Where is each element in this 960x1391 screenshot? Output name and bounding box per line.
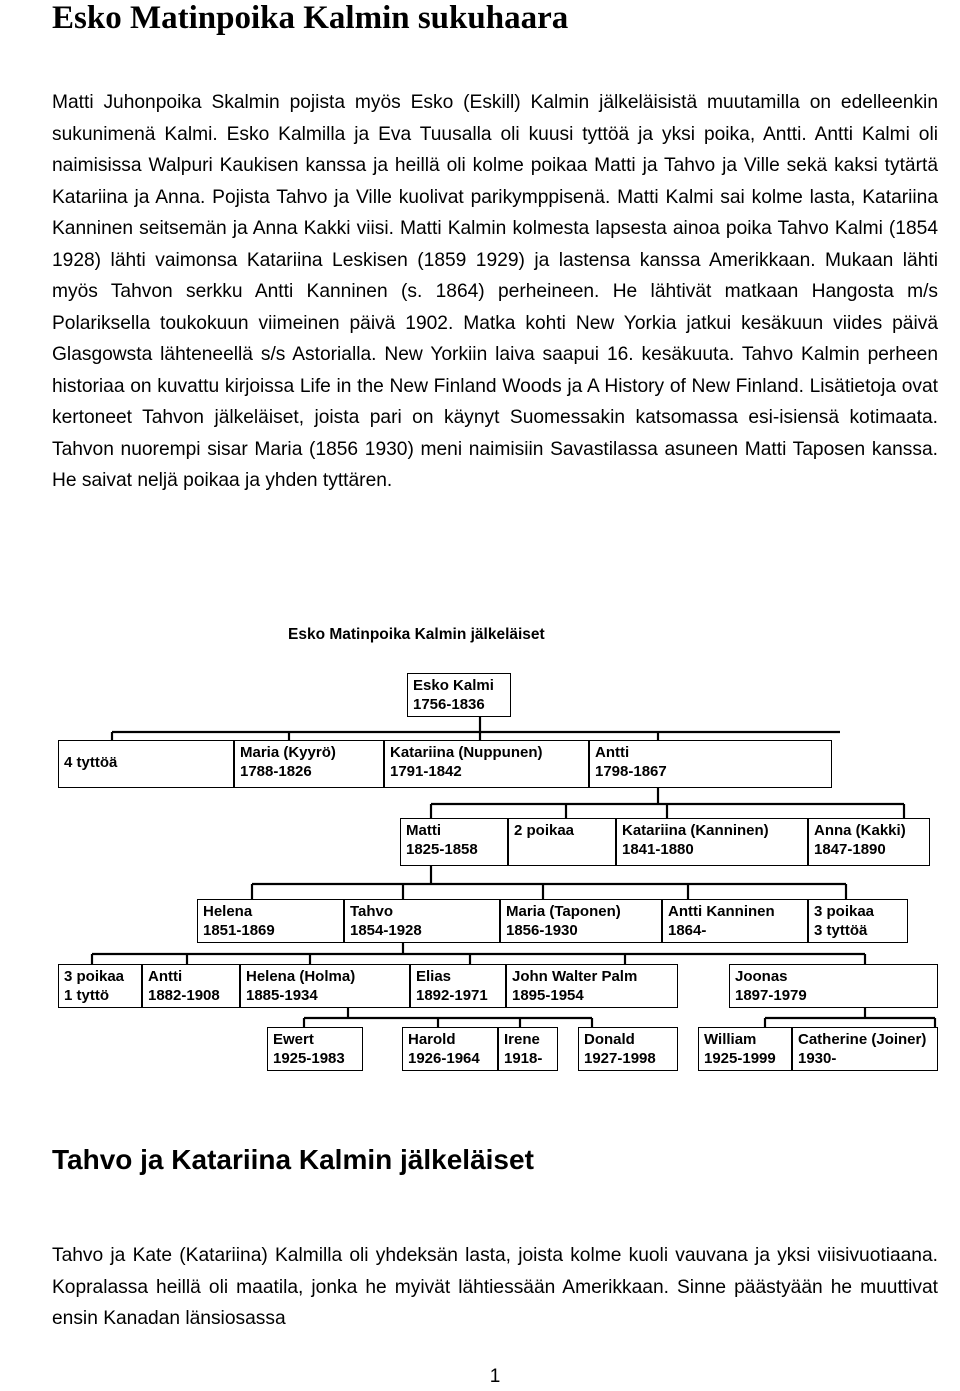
person-years: 1825-1858 [406, 841, 478, 858]
person-maria-taponen [500, 899, 662, 943]
person-years: 1756-1836 [413, 696, 485, 713]
person-name: Maria (Taponen) [506, 903, 621, 920]
person-name: Antti Kanninen [668, 903, 775, 920]
person-maria-kyyro [234, 740, 384, 788]
person-name: Catherine (Joiner) [798, 1031, 927, 1048]
person-years: 1918- [504, 1050, 543, 1067]
person-years: 1882-1908 [148, 987, 220, 1004]
person-years: 1927-1998 [584, 1050, 656, 1067]
group-3-sons-3-daughters [808, 899, 908, 943]
person-william [698, 1027, 792, 1071]
person-years: 1854-1928 [350, 922, 422, 939]
person-name: Matti [406, 822, 441, 839]
person-helena-holma [240, 964, 410, 1008]
person-years: 1892-1971 [416, 987, 488, 1004]
person-years: 1864- [668, 922, 707, 939]
group-label: 3 poikaa [814, 903, 875, 920]
person-years: 1851-1869 [203, 922, 275, 939]
person-name: Tahvo [350, 903, 394, 920]
person-years: 1925-1999 [704, 1050, 776, 1067]
group-label: 3 poikaa [64, 968, 125, 985]
person-name: Elias [416, 968, 452, 985]
person-name: Helena [203, 903, 253, 920]
page-number: 1 [489, 1366, 501, 1387]
section-title: Tahvo ja Katariina Kalmin jälkeläiset [52, 1144, 534, 1175]
person-years: 1856-1930 [506, 922, 578, 939]
person-years: 1885-1934 [246, 987, 318, 1004]
person-name: Antti [148, 968, 183, 985]
person-name: Donald [584, 1031, 635, 1048]
diagram-title: Esko Matinpoika Kalmin jälkeläiset [288, 626, 545, 643]
person-name: Anna (Kakki) [814, 822, 906, 839]
group-label: 1 tyttö [64, 987, 109, 1004]
person-name: John Walter Palm [512, 968, 638, 985]
person-years: 1925-1983 [273, 1050, 345, 1067]
person-elias [410, 964, 506, 1008]
person-name: Antti [595, 744, 630, 761]
person-antti-1882 [142, 964, 240, 1008]
person-ewert [267, 1027, 363, 1071]
group-label: 2 poikaa [514, 822, 575, 839]
person-catherine-joiner [792, 1027, 938, 1071]
person-years: 1895-1954 [512, 987, 584, 1004]
person-antti [589, 740, 832, 788]
person-years: 1791-1842 [390, 763, 462, 780]
group-3-sons-1-daughter [58, 964, 142, 1008]
intro-paragraph: Matti Juhonpoika Skalmin pojista myös Esko (Eskill) Kalmin jälkeläisistä muutamilla on edelleenkin sukunimenä Kalmi. Esko Kalmilla ja Eva Tuusalla oli kuusi tyttöä ja yksi poika, Antti. Antti Kalmi oli naimisissa Walpuri Kaukisen kanssa ja heillä oli kolme poikaa Matti ja Tahvo ja Ville sekä kaksi tytärtä Katariina ja Anna. Pojista Tahvo ja Ville kuolivat parikymppisenä. Matti Kalmi sai kolme lasta, Katariina Kanninen seitsemän ja Anna Kakki viisi. Matti Kalmin kolmesta lapsesta ainoa poika Tahvo Kalmi (1854 1928) lähti vaimonsa Katariina Leskisen (1859 1929) ja lastensa kanssa Amerikkaan. Mukaan lähti myös Tahvon serkku Antti Kanninen (s. 1864) perheineen. He lähtivät matkaan Hangosta m/s Polariksella toukokuun viimeinen päivä 1902. Matka kohti New Yorkia jatkui kesäkuun viides päivä Glasgowsta lähteneellä s/s Astorialla. New Yorkiin laiva saapui 16. kesäkuuta. Tahvo Kalmin perheen historiaa on kuvattu kirjoissa Life in the New Finland Woods ja A History of New Finland. Lisätietoja ovat kertoneet Tahvon jälkeläiset, joista pari on käynyt Suomessakin katsomassa esi-isiensä kotimaata. Tahvon nuorempi sisar Maria (1856 1930) meni naimisiin Savastilassa asuneen Matti Taposen kanssa. He saivat neljä poikaa ja yhden tyttären. [52, 92, 938, 491]
person-years: 1930- [798, 1050, 837, 1067]
person-antti-kanninen [662, 899, 808, 943]
person-name: Ewert [273, 1031, 314, 1048]
page-title: Esko Matinpoika Kalmin sukuhaara [52, 0, 569, 36]
person-name: Helena (Holma) [246, 968, 356, 985]
person-years: 1841-1880 [622, 841, 694, 858]
group-4-daughters [58, 740, 234, 788]
person-name: Irene [504, 1031, 540, 1048]
person-helena [197, 899, 344, 943]
person-harold [402, 1027, 498, 1071]
person-irene [498, 1027, 558, 1071]
person-years: 1788-1826 [240, 763, 312, 780]
person-joonas [729, 964, 938, 1008]
person-name: Katariina (Nuppunen) [390, 744, 543, 761]
person-name: William [704, 1031, 757, 1048]
person-anna-kakki [808, 818, 930, 866]
person-name: Joonas [735, 968, 788, 985]
group-label: 4 tyttöä [64, 754, 118, 771]
person-donald [578, 1027, 678, 1071]
person-tahvo [344, 899, 500, 943]
group-label: 3 tyttöä [814, 922, 868, 939]
person-name: Maria (Kyyrö) [240, 744, 336, 761]
person-years: 1897-1979 [735, 987, 807, 1004]
person-john-walter-palm [506, 964, 678, 1008]
person-years: 1798-1867 [595, 763, 667, 780]
person-name: Harold [408, 1031, 456, 1048]
person-name: Katariina (Kanninen) [622, 822, 769, 839]
section-paragraph: Tahvo ja Kate (Katariina) Kalmilla oli yhdeksän lasta, joista kolme kuoli vauvana ja yksi viisivuotiaana. Kopralassa heillä oli maatila, jonka he myivät lähtiessään Amerikkaan. Sinne päästyään he muuttivat ensin Kanadan länsiosassa [52, 1245, 938, 1329]
person-matti [400, 818, 508, 866]
person-esko-kalmi [407, 673, 511, 717]
person-katariina-nuppunen [384, 740, 589, 788]
person-katariina-kanninen [616, 818, 808, 866]
person-years: 1847-1890 [814, 841, 886, 858]
family-tree-diagram [52, 618, 938, 1080]
person-years: 1926-1964 [408, 1050, 480, 1067]
group-2-sons [508, 818, 616, 866]
person-name: Esko Kalmi [413, 677, 494, 694]
